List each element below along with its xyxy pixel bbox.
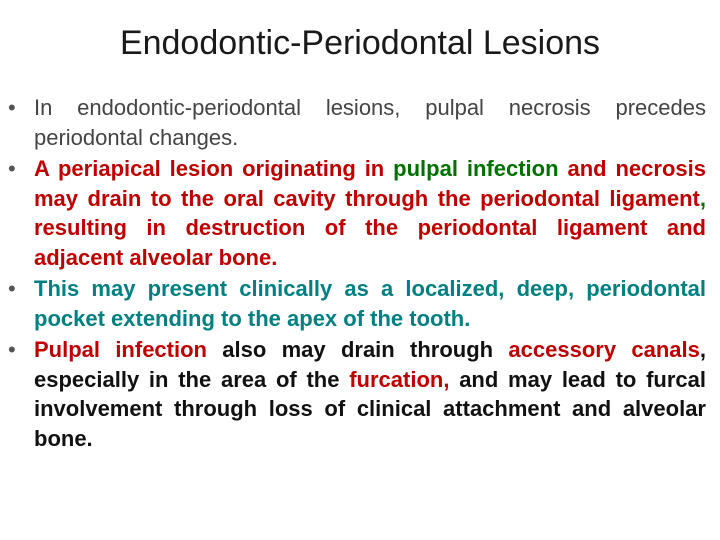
bullet-dot-icon: •: [8, 276, 16, 301]
slide-title: Endodontic-Periodontal Lesions: [119, 24, 601, 62]
bullet-dot-icon: •: [8, 95, 16, 120]
bullet-text: and necrosis may drain to the oral cavity through the periodontal ligament: [34, 156, 706, 211]
bullet-text: In endodontic-periodontal lesions, pulpal necrosis precedes periodontal changes.: [34, 95, 706, 150]
bullet-text: ,: [699, 185, 706, 211]
bullet-item: [8, 93, 706, 152]
bullet-text: This may present clinically as a localized, deep, periodontal pocket extending to the apex of the tooth.: [34, 276, 706, 331]
bullet-list: [8, 93, 706, 455]
bullet-text: resulting in destruction of the periodontal ligament and adjacent alveolar bone.: [34, 215, 706, 270]
bullet-text: also may drain through: [206, 337, 509, 362]
bullet-dot-icon: •: [8, 156, 16, 181]
bullet-text: and may lead to furcal involvement through loss of clinical attachment and alveolar bone.: [34, 366, 706, 451]
bullet-text: accessory canals: [508, 337, 700, 362]
bullet-text: furcation,: [349, 366, 450, 392]
bullet-item: [8, 274, 706, 333]
bullet-item: [8, 335, 706, 453]
bullet-dot-icon: •: [8, 337, 16, 362]
bullet-text: Pulpal infection: [34, 337, 207, 362]
bullet-text: pulpal infection: [393, 156, 559, 181]
bullet-text: , especially in the area of the: [34, 337, 706, 392]
bullet-item: [8, 154, 706, 272]
bullet-text: A periapical lesion originating in: [34, 156, 394, 181]
